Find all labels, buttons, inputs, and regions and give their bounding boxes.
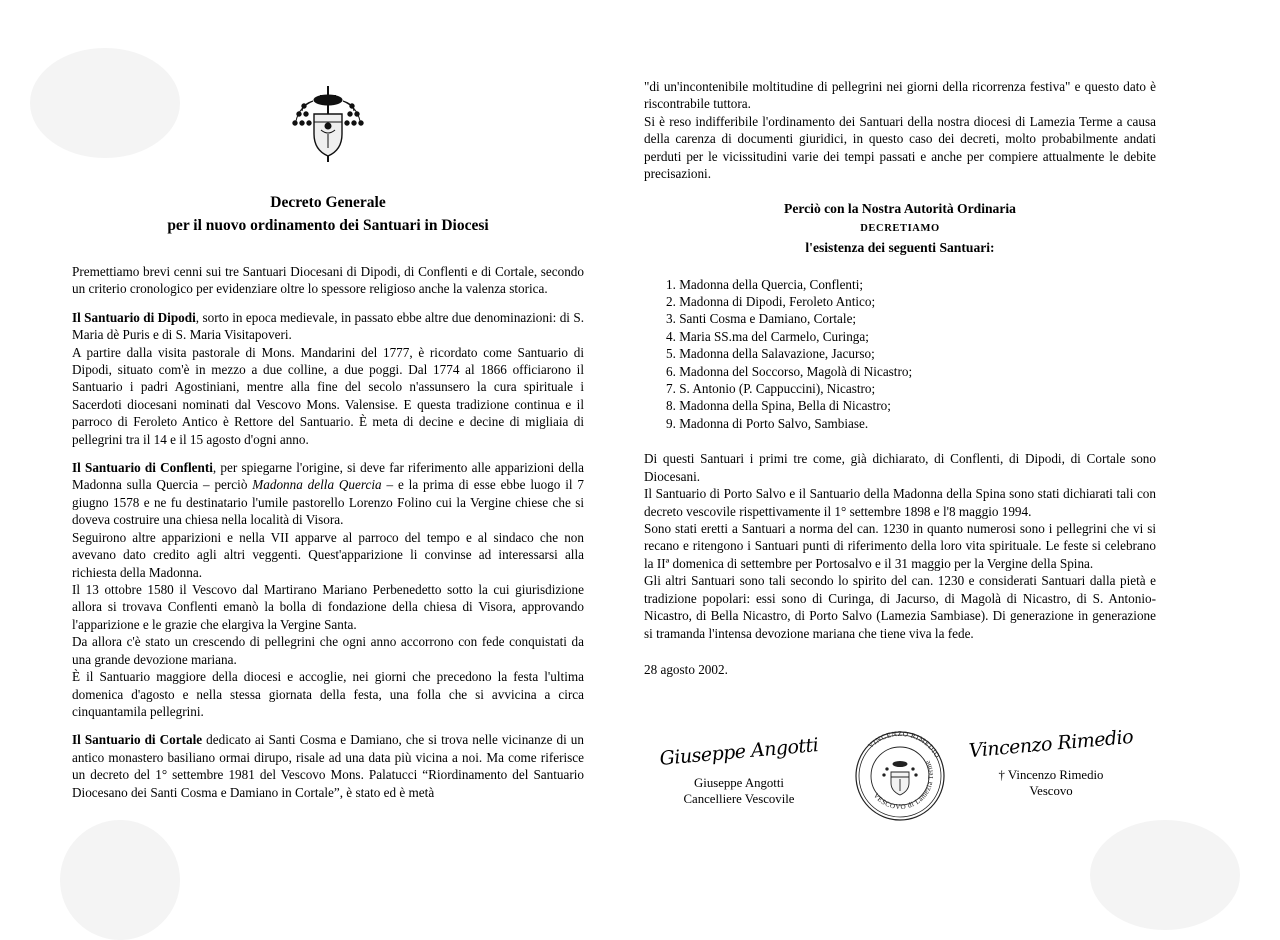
list-item: 5. Madonna della Salavazione, Jacurso; — [666, 346, 875, 362]
paragraph: Premettiamo brevi cenni sui tre Santuari Diocesani di Dipodi, di Conflenti e di Cortale, secondo un criterio cronologico per evidenziare oltre lo spessore religioso anche la valenza storica. — [72, 263, 584, 297]
paragraph: Il 13 ottobre 1580 il Vescovo dal Martirano Mariano Perbenedetto sotto la cui giurisdizione allora si trovava Conflenti emanò la bolla di fondazione della chiesa di Visora, approvando l'apparizione e le grazie che elargiva la Vergine Santa. — [72, 582, 584, 632]
paragraph: Sono stati eretti a Santuari a norma del can. 1230 in quanto numerosi sono i pellegrini che vi si recano e ritengono i Santuari punti di riferimento della loro vita spirituale. Le feste si celebrano la IIª domenica di settembre per Portosalvo e il 31 maggio per la Vergine della Spina. — [644, 521, 1156, 571]
list-item: 8. Madonna della Spina, Bella di Nicastro; — [666, 398, 891, 414]
bishop-coat-of-arms-icon — [280, 78, 376, 179]
paragraph-lead: Il Santuario di Cortale — [72, 732, 203, 748]
handwritten-signature: Vincenzo Rimedio — [967, 725, 1134, 763]
paragraph-lead: Il Santuario di Dipodi — [72, 309, 196, 325]
left-column — [72, 78, 584, 843]
paragraph: Si è reso indifferibile l'ordinamento dei Santuari della nostra diocesi di Lamezia Terme a causa della carenza di documenti giuridici, in questo caso dei decreti, molto probabilmente andati perduti per le vicissitudini varie dei tempi passati e anche per compiere attualmente le debite precisazioni. — [644, 113, 1156, 182]
paragraph: Gli altri Santuari sono tali secondo lo spirito del can. 1230 e considerati Santuari dalla pietà e tradizione popolari: essi sono di Curinga, di Jacurso, di Magolà di Nicastro, di S. Antonio-Nicastro, di Bella Nicastro, di Porto Salvo (Lamezia Sambiase). Di generazione in generazione si tramanda l'intensa devozione mariana che tiene viva la fede. — [644, 573, 1156, 641]
signature-bishop — [946, 725, 1156, 800]
signatory-role: Vescovo — [1029, 784, 1073, 799]
list-item: 7. S. Antonio (P. Cappuccini), Nicastro; — [666, 381, 876, 397]
page-title: Decreto Generale — [270, 194, 386, 211]
list-item: 9. Madonna di Porto Salvo, Sambiase. — [666, 415, 869, 431]
paragraph: Di questi Santuari i primi tre come, già dichiarato, di Conflenti, di Dipodi, di Cortale sono Diocesani. — [644, 451, 1156, 484]
signatory-role: Cancelliere Vescovile — [683, 792, 795, 807]
handwritten-signature: Giuseppe Angotti — [658, 734, 820, 770]
signatory-name: Giuseppe Angotti — [694, 775, 784, 790]
paragraph: "di un'incontenibile moltitudine di pellegrini nei giorni della ricorrenza festiva" e questo dato è riscontrabile tuttora. — [644, 79, 1156, 112]
list-item: 2. Madonna di Dipodi, Feroleto Antico; — [666, 293, 876, 309]
page-subtitle: per il nuovo ordinamento dei Santuari in Diocesi — [167, 216, 489, 234]
signature-area — [644, 722, 1156, 872]
svg-text:VESCOVO di Lamezia Terme: VESCOVO di Lamezia Terme — [871, 758, 936, 812]
paragraph: Seguirono altre apparizioni e nella VII apparve al parroco del tempo e al sindaco che non avevano dato credito agli altri veggenti. Quest'apparizione li convinse ad interessarsi alla richiesta della Madonna. — [72, 529, 584, 580]
santuari-list — [644, 276, 1156, 433]
paragraph-lead: Il Santuario di Conflenti — [72, 460, 213, 476]
list-item: 1. Madonna della Quercia, Conflenti; — [666, 276, 864, 292]
document-date: 28 agosto 2002. — [644, 661, 728, 677]
right-column-intro — [644, 78, 1156, 183]
paragraph: Da allora c'è stato un crescendo di pellegrini che ogni anno accorrono con fede conquistati da una grande devozione mariana. — [72, 634, 584, 667]
authority-heading: Perciò con la Nostra Autorità Ordinaria — [784, 200, 1016, 216]
episcopal-seal-stamp-icon — [846, 722, 954, 835]
paragraph: Il Santuario di Conflenti, per spiegarne l'origine, si deve far riferimento alle apparizioni della Madonna sulla Quercia – perciò Madonna della Quercia – e la prima di esse ebbe luogo il 7 giugno 1578 e ne fu destinatario l'umile pastorello Lorenzo Folino cui la Vergine chiese che si doveva costruire una chiesa nella località di Visora. — [72, 460, 585, 528]
coat-of-arms-wrap — [72, 78, 584, 179]
emphasis-text: Madonna della Quercia — [252, 477, 382, 493]
paragraph: Il Santuario di Dipodi, sorto in epoca medievale, in passato ebbe altre due denominazioni: di S. Maria dè Puris e di S. Maria Visitapoveri. — [72, 309, 584, 343]
paragraph: Il Santuario di Porto Salvo e il Santuario della Madonna della Spina sono stati dichiarati tali con decreto vescovile rispettivamente il 1° settembre 1898 e l'8 maggio 1994. — [644, 486, 1156, 519]
right-column — [644, 78, 1156, 843]
signature-chancellor — [644, 734, 834, 808]
list-item: 4. Maria SS.ma del Carmelo, Curinga; — [666, 328, 869, 344]
list-item: 6. Madonna del Soccorso, Magolà di Nicastro; — [666, 363, 913, 379]
paragraph: È il Santuario maggiore della diocesi e accoglie, nei giorni che precedono la festa l'ultima domenica d'agosto e nella stessa giornata della festa, una folla che si avvicina a circa cinquantamila pellegrini. — [72, 669, 584, 719]
esistenza-heading: l'esistenza dei seguenti Santuari: — [805, 239, 995, 255]
svg-text:VINCENZO RIMEDIO: VINCENZO RIMEDIO — [866, 729, 942, 760]
list-item: 3. Santi Cosma e Damiano, Cortale; — [666, 311, 857, 327]
paragraph: Il Santuario di Cortale dedicato ai Santi Cosma e Damiano, che si trova nelle vicinanze di un antico monastero basiliano ormai dirupo, risale ad una data più vicina a noi. Ma come riferisce un decreto del 1° settembre 1981 del Vescovo Mons. Palatucci “Riordinamento del Santuario Diocesano dei Santi Cosma e Damiano in Cortale”, è stato ed è metà — [72, 732, 584, 800]
signatory-name: † Vincenzo Rimedio — [998, 767, 1104, 782]
paragraph: A partire dalla visita pastorale di Mons. Mandarini del 1777, è ricordato come Santuario di Dipodi, situato com'è in mezzo a due colline, a due poggi. Dal 1774 al 1866 officiarono il Santuario i padri Agostiniani, mentre alla fine del secolo n'assunsero la cura spirituale i Sacerdoti diocesani nominati dal Vescovo Mons. Valensise. E questa tradizione continua e il parroco di Feroleto Antico è Rettore del Santuario. È meta di decine e decine di migliaia di pellegrini tra il 14 e il 15 agosto d'ogni anno. — [72, 344, 584, 447]
decretiamo-heading: DECRETIAMO — [860, 222, 940, 234]
